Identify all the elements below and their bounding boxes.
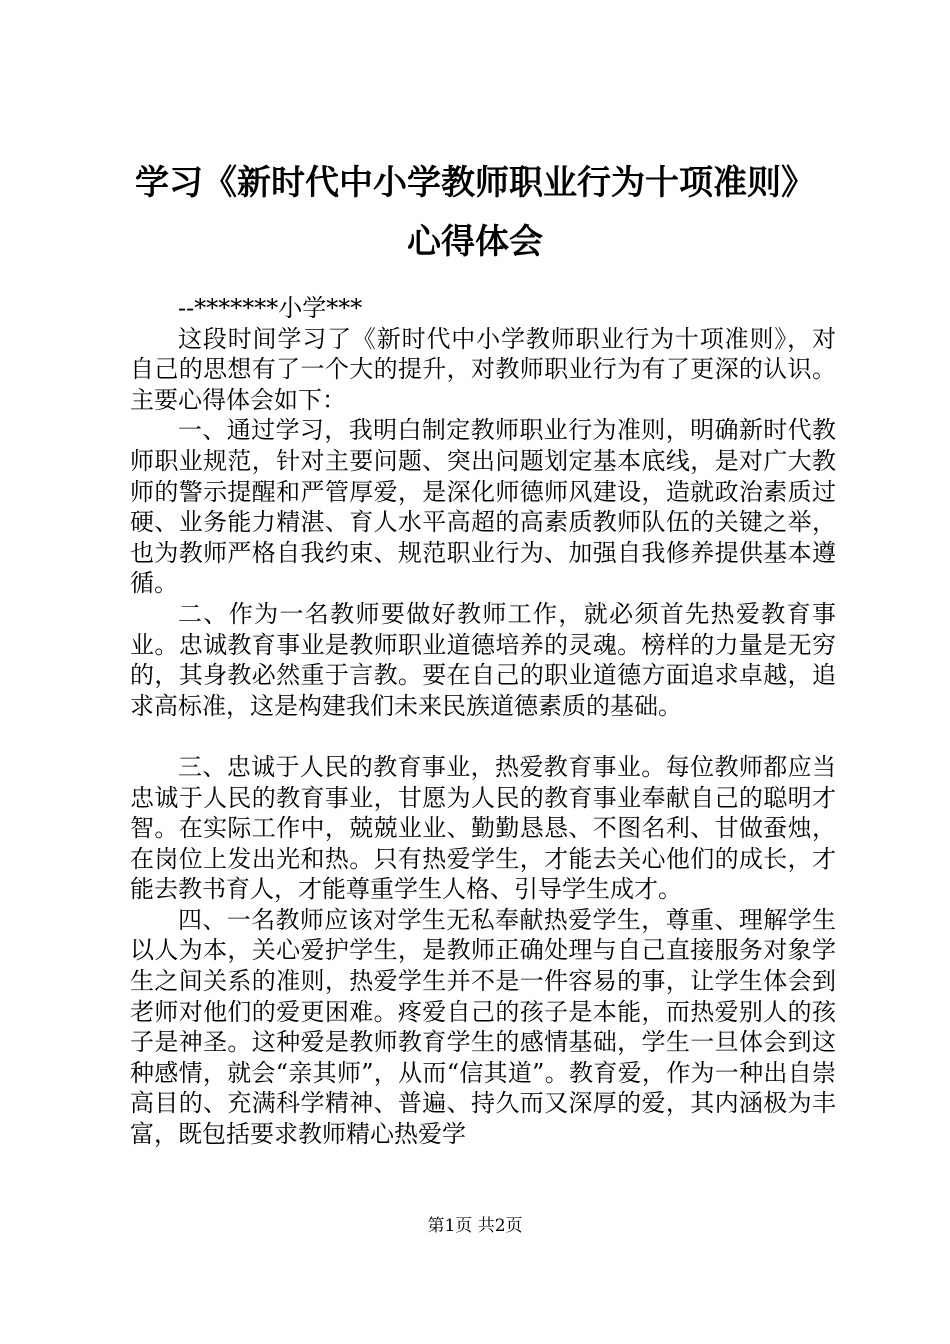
paragraph-point-3: 三、忠诚于人民的教育事业，热爱教育事业。每位教师都应当忠诚于人民的教育事业，甘愿为人民的教育事业奉献自己的聪明才智。在实际工作中，兢兢业业、勤勤恳恳、不图名利、甘做蚕烛，在岗位上发出光和热。只有热爱学生，才能去关心他们的成长，才能去教书育人，才能尊重学生人格、引导学生成才。 — [130, 752, 836, 904]
paragraph-point-2: 二、作为一名教师要做好教师工作，就必须首先热爱教育事业。忠诚教育事业是教师职业道德培养的灵魂。榜样的力量是无穷的，其身教必然重于言教。要在自己的职业道德方面追求卓越，追求高标准，这是构建我们未来民族道德素质的基础。 — [130, 599, 836, 720]
paragraph-intro: 这段时间学习了《新时代中小学教师职业行为十项准则》，对自己的思想有了一个大的提升，对教师职业行为有了更深的认识。主要心得体会如下： — [130, 324, 836, 414]
paragraph-point-4: 四、一名教师应该对学生无私奉献热爱学生，尊重、理解学生以人为本，关心爱护学生，是教师正确处理与自己直接服务对象学生之间关系的准则，热爱学生并不是一件容易的事，让学生体会到老师对他们的爱更困难。疼爱自己的孩子是本能，而热爱别人的孩子是神圣。这种爱是教师教育学生的感情基础，学生一旦体会到这种感情，就会“亲其师”，从而“信其道”。教育爱，作为一种出自崇高目的、充满科学精神、普遍、持久而又深厚的爱，其内涵极为丰富，既包括要求教师精心热爱学 — [130, 905, 836, 1149]
page-footer: 第1页 共2页 — [427, 1216, 523, 1236]
blank-line — [130, 721, 836, 752]
document-title-line-1: 学习《新时代中小学教师职业行为十项准则》 — [135, 163, 815, 203]
document-body — [130, 293, 836, 1150]
paragraph-point-1: 一、通过学习，我明白制定教师职业行为准则，明确新时代教师职业规范，针对主要问题、突出问题划定基本底线，是对广大教师的警示提醒和严管厚爱，是深化师德师风建设，造就政治素质过硬、业务能力精湛、育人水平高超的高素质教师队伍的关键之举，也为教师严格自我约束、规范职业行为、加强自我修养提供基本遵循。 — [130, 416, 836, 598]
author-line: --*******小学*** — [178, 294, 363, 322]
document-title-line-2: 心得体会 — [407, 222, 543, 262]
